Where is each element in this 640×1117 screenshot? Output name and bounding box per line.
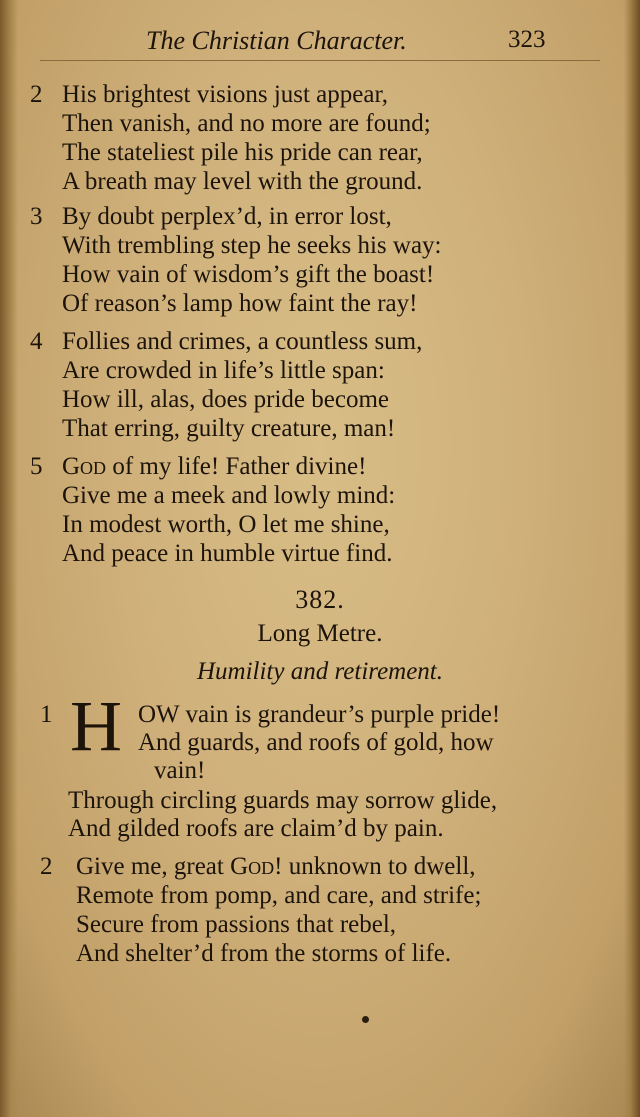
divine-name: God bbox=[62, 453, 107, 480]
verse-line: A breath may level with the ground. bbox=[62, 168, 423, 195]
verse-line bbox=[76, 852, 476, 881]
verse-line: Through circling guards may sorrow glide, bbox=[68, 787, 498, 814]
stanza-number: 5 bbox=[30, 453, 43, 480]
page-edge-right bbox=[624, 0, 640, 1117]
verse-line: How ill, alas, does pride become bbox=[62, 386, 389, 413]
verse-line: That erring, guilty creature, man! bbox=[62, 415, 396, 442]
verse-line: How vain of wisdom’s gift the boast! bbox=[62, 261, 435, 288]
verse-line: And shelter’d from the storms of life. bbox=[76, 940, 452, 967]
running-head-title: The Christian Character. bbox=[146, 26, 407, 55]
verse-line: Follies and crimes, a countless sum, bbox=[62, 328, 423, 355]
verse-line: In modest worth, O let me shine, bbox=[62, 511, 390, 538]
verse-line: And gilded roofs are claim’d by pain. bbox=[68, 815, 444, 842]
verse-line: Secure from passions that rebel, bbox=[76, 911, 397, 938]
stanza-number: 1 bbox=[40, 701, 53, 728]
verse-line-start: Give me, great bbox=[76, 853, 231, 880]
stanza-number: 3 bbox=[30, 203, 43, 230]
verse-line: Then vanish, and no more are found; bbox=[62, 110, 431, 137]
hymn-title: Humility and retirement. bbox=[196, 658, 444, 685]
verse-line: And peace in humble virtue find. bbox=[62, 540, 393, 567]
hymn-number: 382. bbox=[295, 585, 345, 614]
verse-line: Remote from pomp, and care, and strife; bbox=[76, 882, 482, 909]
stanza-number: 2 bbox=[30, 81, 43, 108]
header-rule bbox=[40, 60, 600, 61]
running-head bbox=[0, 26, 640, 60]
divine-name: God bbox=[230, 853, 275, 880]
drop-cap: H bbox=[70, 686, 122, 766]
verse-line bbox=[62, 452, 366, 481]
verse-line-rest: of my life! Father divine! bbox=[106, 453, 367, 480]
verse-line: His brightest visions just appear, bbox=[62, 81, 389, 108]
page-number: 323 bbox=[508, 26, 546, 53]
verse-line: OW vain is grandeur’s purple pride! bbox=[138, 701, 501, 728]
verse-line: And guards, and roofs of gold, how bbox=[138, 729, 494, 756]
verse-line-continuation: vain! bbox=[154, 757, 206, 784]
verse-line: Are crowded in life’s little span: bbox=[62, 357, 385, 384]
verse-line: Give me a meek and lowly mind: bbox=[62, 482, 396, 509]
verse-line: The stateliest pile his pride can rear, bbox=[62, 139, 423, 166]
hymn-metre: Long Metre. bbox=[257, 620, 383, 647]
stanza-number: 4 bbox=[30, 328, 43, 355]
ornament-dot bbox=[362, 1016, 369, 1023]
verse-line: By doubt perplex’d, in error lost, bbox=[62, 203, 392, 230]
page-edge-left bbox=[0, 0, 18, 1117]
stanza-number: 2 bbox=[40, 853, 53, 880]
verse-line: Of reason’s lamp how faint the ray! bbox=[62, 290, 418, 317]
verse-line-end: ! unknown to dwell, bbox=[274, 853, 476, 880]
verse-line: With trembling step he seeks his way: bbox=[62, 232, 442, 259]
